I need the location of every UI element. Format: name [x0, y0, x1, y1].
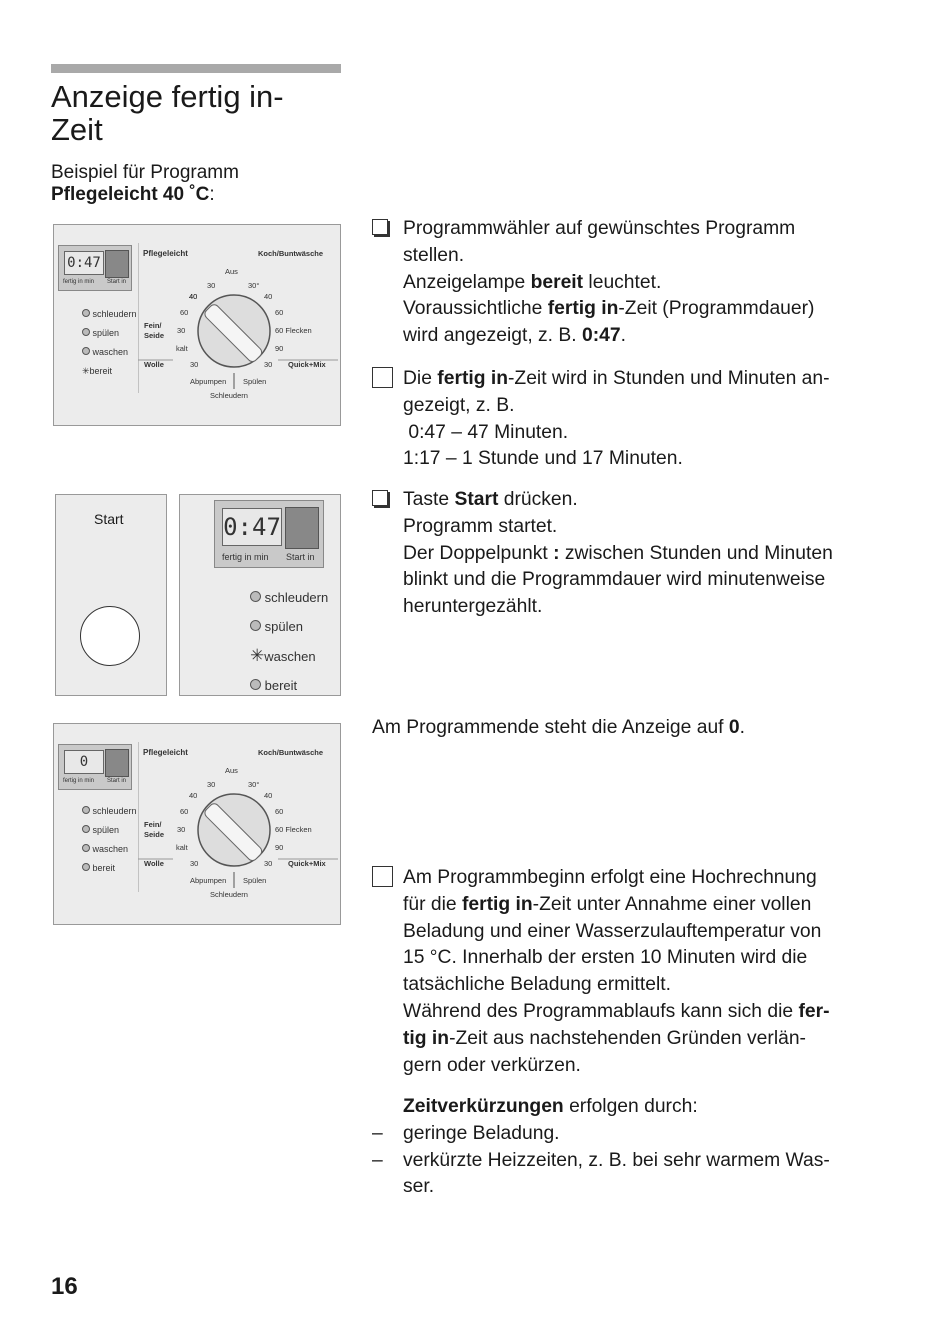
note-box-icon: [372, 367, 393, 388]
text-line: stellen.: [403, 244, 465, 266]
control-panel-illustration-2: [53, 723, 341, 925]
text-line: Programmwähler auf gewünschtes Programm: [403, 218, 796, 239]
dial-number: 60: [275, 807, 284, 816]
start-in-button: [105, 749, 129, 777]
dial-number: 30: [190, 859, 199, 868]
example-program: Pflegeleicht 40 ˚C: [51, 184, 210, 205]
lamp-label: bereit: [89, 366, 113, 376]
wolle-label: Wolle: [144, 360, 164, 369]
text-line: 0:47 – 47 Minuten.: [403, 421, 569, 443]
lamp-label: waschen: [264, 649, 316, 664]
prog-left-label: Pflegeleicht: [143, 249, 188, 258]
text-line: verkürzte Heizzeiten, z. B. bei sehr warmem Was-: [403, 1149, 830, 1171]
step-select-program: [372, 216, 902, 350]
section-rule: [51, 64, 341, 73]
lamp-label: schleudern: [264, 590, 329, 605]
seide-label: Seide: [144, 830, 165, 839]
abpumpen-label: Abpumpen: [190, 377, 227, 386]
abpumpen-label: Abpumpen: [190, 876, 227, 885]
checkbox-icon: [372, 219, 388, 235]
dash-icon: –: [372, 1122, 383, 1144]
dial-number: kalt: [176, 843, 188, 852]
lamp-icon: [82, 844, 90, 852]
start-button: [80, 606, 140, 666]
fertig-in-label: fertig in min: [63, 778, 95, 784]
lamp-icon: [82, 863, 90, 871]
dial-number: 30: [177, 825, 186, 834]
page-number: 16: [51, 1273, 78, 1300]
step-press-start: [372, 487, 902, 621]
display-unit: [58, 245, 132, 291]
note-time-format: [372, 366, 902, 473]
text-line: Der Doppelpunkt : zwischen Stunden und Minuten: [403, 542, 833, 564]
dial-number: 30: [264, 360, 273, 369]
lamp-icon: [82, 825, 90, 833]
quick-label: Quick+Mix: [288, 859, 326, 868]
text-line: Programm startet.: [403, 515, 558, 537]
dial-number: 60: [180, 308, 189, 317]
prog-right-label: Koch/Buntwäsche: [258, 249, 324, 258]
lamp-bereit: [250, 671, 328, 700]
dial-number: 40: [189, 791, 198, 800]
lamp-label: schleudern: [92, 806, 137, 816]
lamp-icon: [82, 309, 90, 317]
start-in-button: [105, 250, 129, 278]
control-panel-illustration-1: [53, 224, 341, 426]
time-display: 0: [64, 750, 104, 774]
dial-number: 30: [177, 326, 186, 335]
text-line: gern oder verkürzen.: [403, 1054, 581, 1076]
list-item: [372, 1121, 902, 1148]
lamp-list: [82, 802, 137, 878]
dial-number: 40: [264, 292, 273, 301]
text-line: tig in-Zeit aus nachstehenden Gründen verlän-: [403, 1027, 806, 1049]
text-line: tatsächliche Beladung ermittelt.: [403, 974, 671, 996]
text-line: heruntergezählt.: [403, 596, 543, 618]
text-line: ser.: [403, 1176, 435, 1198]
dial-number: 40: [189, 292, 198, 301]
prog-right-label: Koch/Buntwäsche: [258, 748, 324, 757]
dial-number: 90: [275, 344, 284, 353]
dial-number: 40: [264, 791, 273, 800]
lamp-waschen: [82, 343, 137, 362]
start-label: Start: [94, 511, 124, 527]
text-line: Die fertig in-Zeit wird in Stunden und Minuten an-: [403, 368, 830, 389]
text-line: Taste Start drücken.: [403, 489, 578, 510]
spuelen-label: Spülen: [243, 377, 267, 386]
example-line: Beispiel für Programm: [51, 162, 239, 183]
program-end-text: Am Programmende steht die Anzeige auf 0.: [372, 717, 745, 738]
dial-number: 30: [207, 281, 216, 290]
display-unit: [214, 500, 324, 568]
lamp-icon: [82, 806, 90, 814]
dial-number: 60: [180, 807, 189, 816]
lamp-bereit: [82, 362, 137, 381]
lamp-label: waschen: [92, 347, 129, 357]
seide-label: Seide: [144, 331, 165, 340]
example-colon: :: [209, 184, 215, 205]
lamp-label: spülen: [264, 619, 303, 634]
fertig-in-label: fertig in min: [222, 552, 269, 562]
fein-label: Fein/: [144, 820, 162, 829]
dial-number: 60: [275, 308, 284, 317]
spuelen-label: Spülen: [243, 876, 267, 885]
blinking-lamp-icon: ✳: [250, 646, 265, 665]
start-button-illustration: [55, 494, 167, 696]
lamp-label: bereit: [264, 678, 298, 693]
note-box-icon: [372, 866, 393, 887]
note-estimation: [372, 865, 902, 1079]
page-title: Anzeige fertig in- Zeit: [51, 79, 284, 147]
dial-number: 30°: [248, 281, 260, 290]
flecken-label: 60 Flecken: [275, 326, 312, 335]
dash-icon: –: [372, 1149, 383, 1171]
text-line: 1:17 – 1 Stunde und 17 Minuten.: [403, 448, 683, 470]
start-in-label: Start in: [107, 778, 127, 784]
time-reductions: [372, 1094, 902, 1201]
lamp-schleudern: [250, 583, 328, 612]
text-line: Beladung und einer Wasserzulauftemperatur von: [403, 920, 822, 942]
fertig-in-label: fertig in min: [63, 279, 95, 285]
schleudern-label: Schleudern: [210, 890, 248, 899]
lamp-icon: [250, 591, 261, 602]
lamp-label: schleudern: [92, 309, 137, 319]
dial-number: 90: [275, 843, 284, 852]
lamp-icon: [250, 620, 261, 631]
blinking-lamp-icon: ✳: [82, 366, 90, 376]
prog-left-label: Pflegeleicht: [143, 748, 188, 757]
text-line: Am Programmbeginn erfolgt eine Hochrechnung: [403, 867, 817, 888]
lamp-schleudern: [82, 802, 137, 821]
example-caption: [51, 162, 341, 206]
lamp-icon: [250, 679, 261, 690]
lamp-label: spülen: [92, 328, 120, 338]
schleudern-label: Schleudern: [210, 391, 248, 400]
quick-label: Quick+Mix: [288, 360, 326, 369]
lamp-bereit: [82, 859, 137, 878]
lamp-list: [250, 583, 328, 700]
lamp-spuelen: [250, 612, 328, 641]
lamp-label: bereit: [92, 863, 116, 873]
text-line: blinkt und die Programmdauer wird minutenweise: [403, 569, 826, 591]
dial-number: 30°: [248, 780, 260, 789]
lamp-schleudern: [82, 305, 137, 324]
start-in-label: Start in: [286, 552, 315, 562]
flecken-label: 60 Flecken: [275, 825, 312, 834]
text-line: gezeigt, z. B.: [403, 394, 515, 416]
lamp-spuelen: [82, 821, 137, 840]
program-dial-area: [138, 742, 338, 918]
text-line: Zeitverkürzungen erfolgen durch:: [403, 1096, 698, 1117]
text-line: Anzeigelampe bereit leuchtet.: [403, 271, 662, 293]
checkbox-icon: [372, 490, 388, 506]
dial-number: 30: [190, 360, 199, 369]
aus-label: Aus: [225, 766, 238, 775]
start-in-button: [285, 507, 319, 549]
text-line: Während des Programmablaufs kann sich die fer-: [403, 1000, 830, 1022]
aus-label: Aus: [225, 267, 238, 276]
dial-number: 30: [264, 859, 273, 868]
dial-number: kalt: [176, 344, 188, 353]
wolle-label: Wolle: [144, 859, 164, 868]
text-line: geringe Beladung.: [403, 1122, 560, 1144]
lamp-list: [82, 305, 137, 381]
program-dial-area: [138, 243, 338, 419]
dial-number: 30: [207, 780, 216, 789]
text-line: wird angezeigt, z. B. 0:47.: [403, 325, 626, 347]
lamp-label: waschen: [92, 844, 129, 854]
lamp-waschen: [82, 840, 137, 859]
text-line: Voraussichtliche fertig in-Zeit (Programmdauer): [403, 298, 815, 320]
time-display: 0:47: [222, 508, 282, 546]
lamp-spuelen: [82, 324, 137, 343]
lamp-label: spülen: [92, 825, 120, 835]
lamp-icon: [82, 347, 90, 355]
display-unit: [58, 744, 132, 790]
lamp-waschen: [250, 641, 328, 671]
list-item: [372, 1148, 902, 1202]
lamp-icon: [82, 328, 90, 336]
start-in-label: Start in: [107, 279, 127, 285]
display-zoom-illustration: [179, 494, 341, 696]
time-display: 0:47: [64, 251, 104, 275]
fein-label: Fein/: [144, 321, 162, 330]
text-line: für die fertig in-Zeit unter Annahme einer vollen: [403, 893, 812, 915]
text-line: 15 °C. Innerhalb der ersten 10 Minuten wird die: [403, 947, 808, 969]
